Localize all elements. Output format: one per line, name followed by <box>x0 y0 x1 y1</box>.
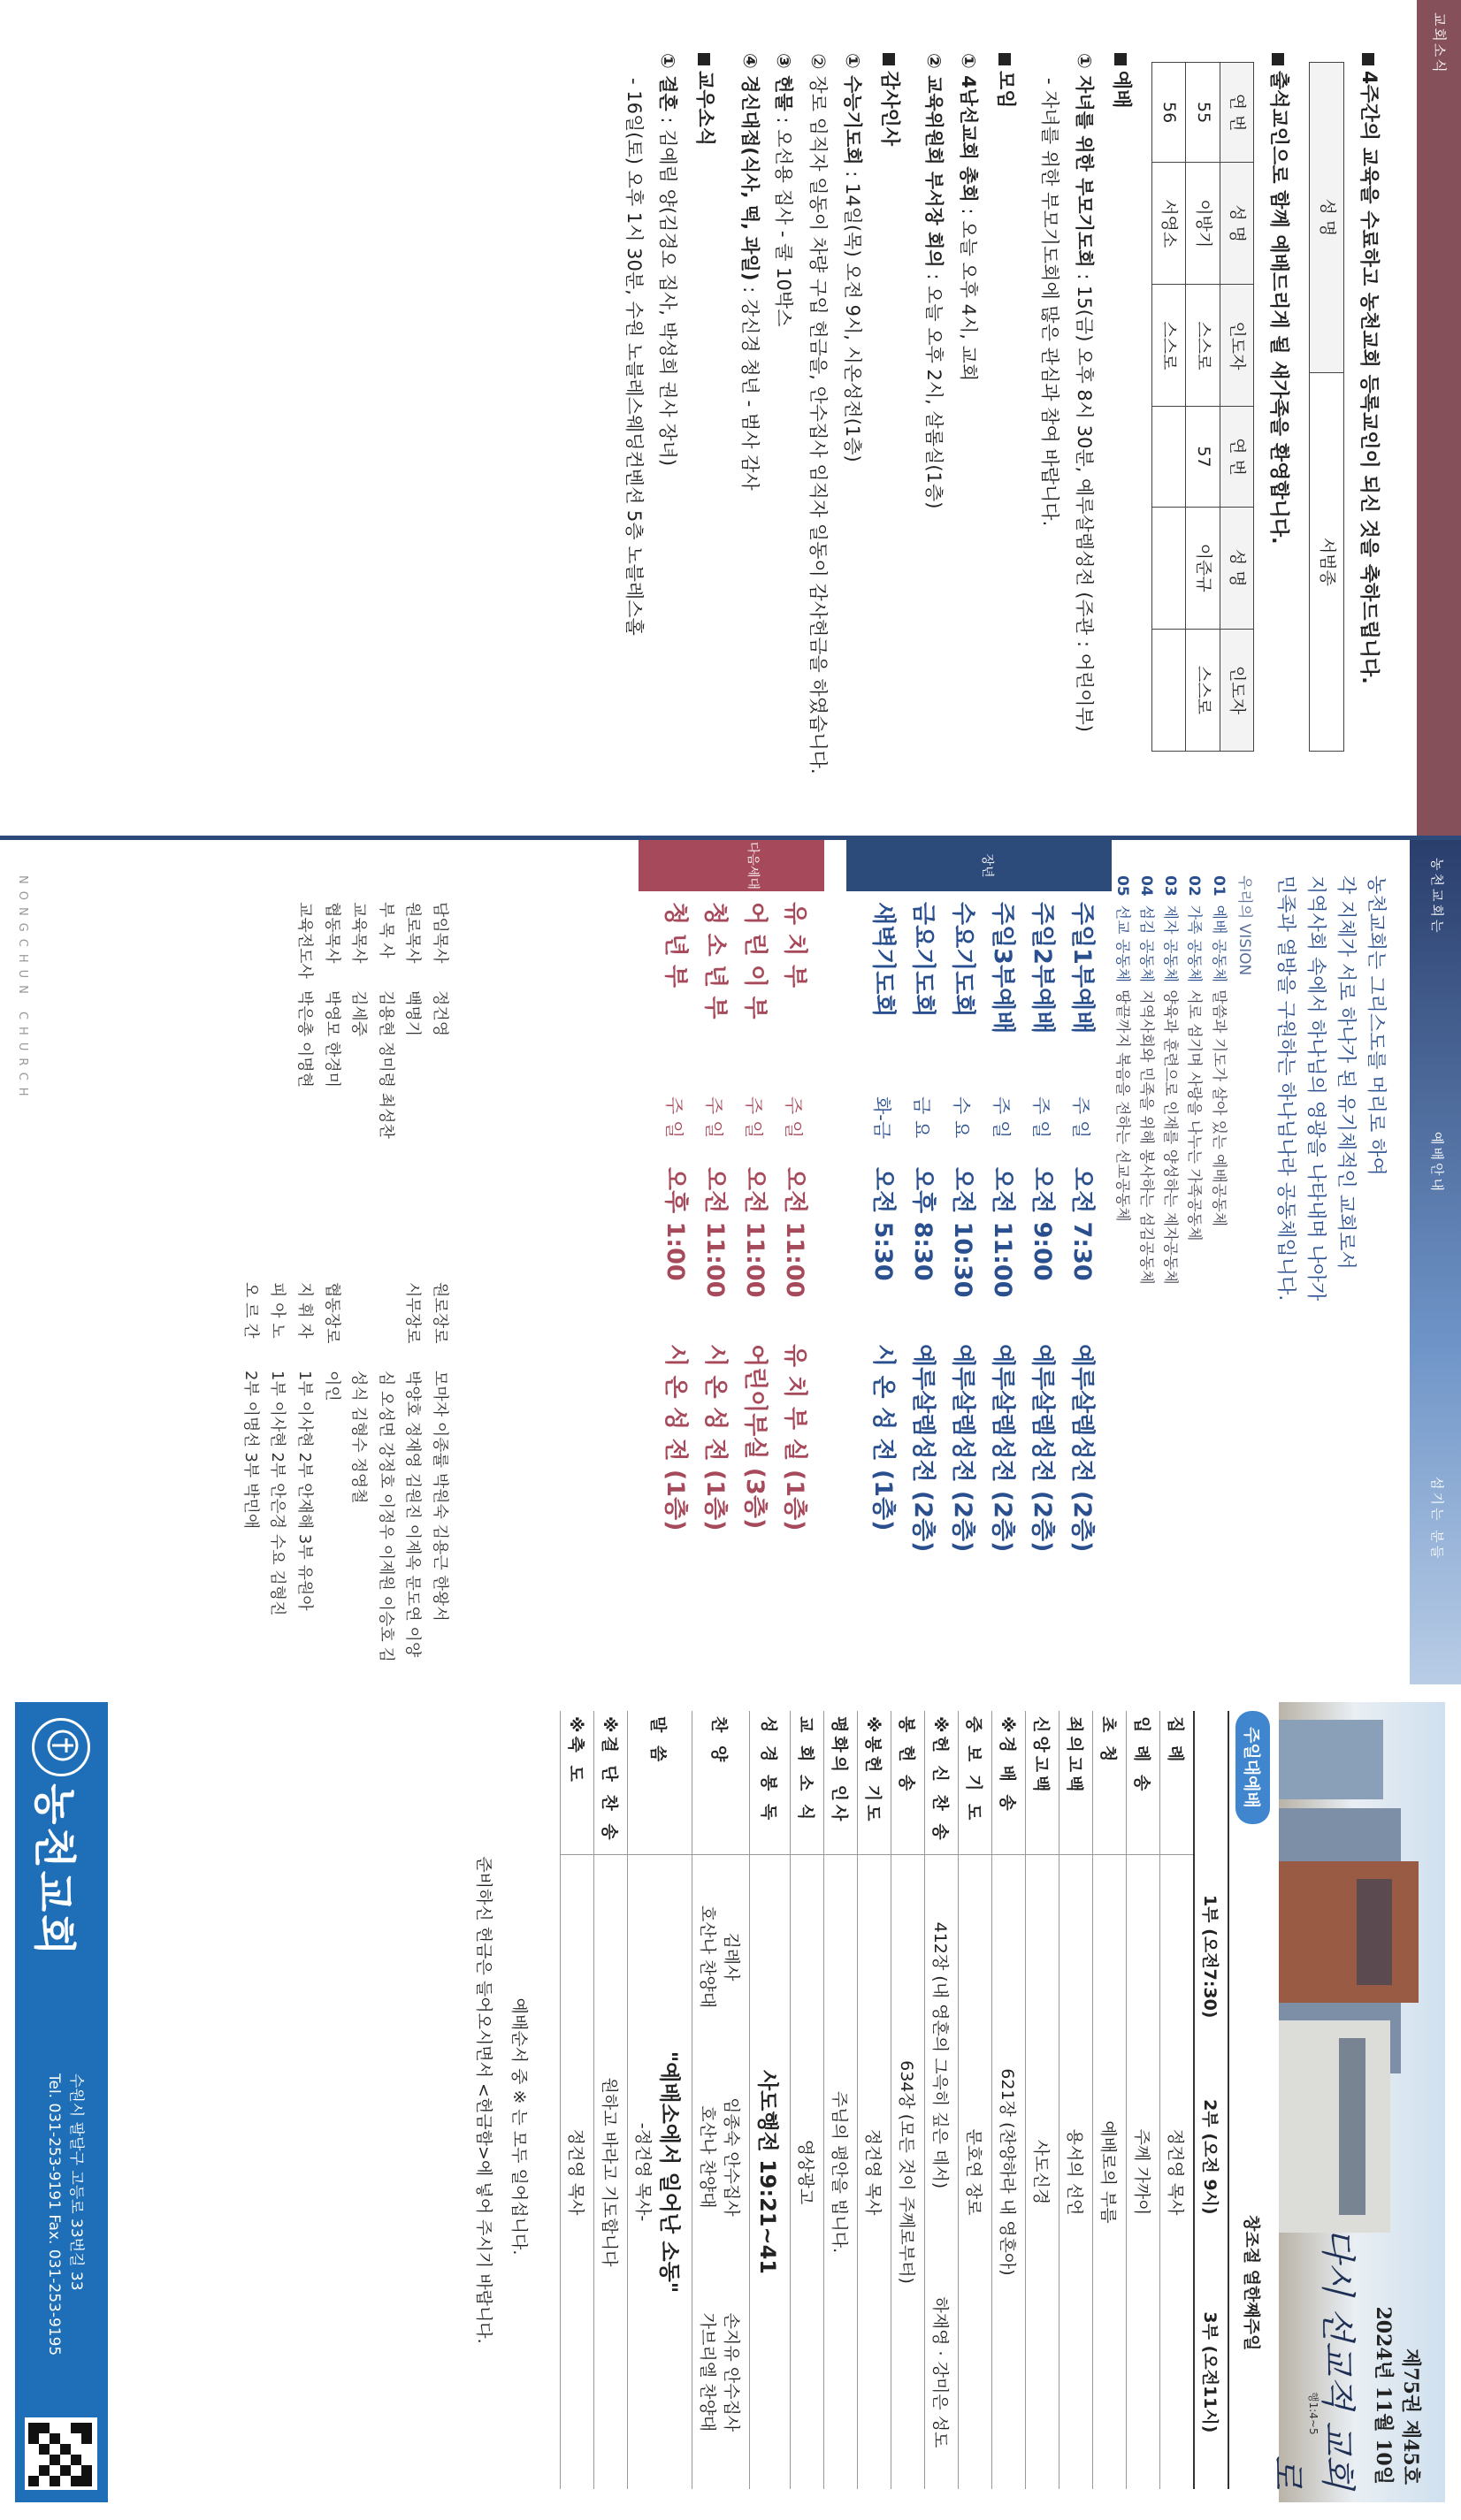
order-label: 죄의고백 <box>1059 1711 1093 1855</box>
schedule-row <box>700 902 735 1662</box>
staff-row <box>290 1282 317 1662</box>
service-place: 어린이부실 (3층) <box>741 1344 769 1530</box>
service-place: 예루살렘성전 (2층) <box>1029 1344 1056 1553</box>
order-label: 말 씀 <box>628 1711 692 1855</box>
staff-row <box>425 902 453 1282</box>
news-tab-bar <box>1417 0 1461 840</box>
vision-lead-line: 각 지체가 서로 하나가 된 유기체적인 교회로서 <box>1334 875 1357 1270</box>
service-place: 시 온 성 전 (1층) <box>662 1344 689 1531</box>
staff-role: 부 목 사 <box>376 902 395 958</box>
order-row <box>692 1711 750 2489</box>
staff-role: 협동목사 <box>322 902 341 964</box>
staff-row <box>425 1282 453 1662</box>
vision-text: 양육과 훈련으로 인재를 양성하는 제자공동체 <box>1161 989 1180 1285</box>
service-place: 예루살렘성전 (2층) <box>909 1344 937 1553</box>
qr-module <box>50 2455 60 2465</box>
sermon-value <box>628 1855 692 2490</box>
schedule-row <box>948 902 983 1662</box>
meeting-heading: 모임 <box>990 53 1020 813</box>
staff-row <box>371 902 399 1282</box>
service-day: 주 일 <box>783 1096 804 1139</box>
order-value: 문호연 장로 <box>959 1855 992 2490</box>
service-place: 예루살렘성전 (2층) <box>949 1344 976 1553</box>
table-cell <box>1152 407 1186 507</box>
vision-number: 04 <box>1137 875 1156 897</box>
service-day: 주 일 <box>743 1096 764 1139</box>
window-shape <box>1339 2038 1365 2215</box>
staff-role: 원로장로 <box>431 1282 449 1344</box>
order-label: 성 경 봉 독 <box>750 1711 791 1855</box>
order-label: 입 례 송 <box>1127 1711 1160 1855</box>
church-english-name: NONGCHUN CHURCH <box>16 875 29 1103</box>
service-time: 오전 11:00 <box>741 1167 769 1298</box>
square-bullet-icon <box>1114 53 1127 65</box>
order-label: 교 회 소 식 <box>791 1711 824 1855</box>
staff-row <box>345 1282 426 1662</box>
news-tab-label: 교회소식 <box>1431 12 1448 74</box>
service-name: 주일3부예배 <box>989 902 1016 1035</box>
service-place: 예루살렘성전 (2층) <box>1068 1344 1096 1553</box>
service-name: 주일1부예배 <box>1068 902 1096 1035</box>
qr-module <box>28 2476 39 2486</box>
order-value: 정건영 목사 <box>1160 1855 1195 2490</box>
square-bullet-icon <box>998 53 1011 65</box>
scripture-value <box>750 1855 791 2490</box>
service-name: 청 소 년 부 <box>701 902 729 1019</box>
service-time: 오전 5:30 <box>869 1167 897 1281</box>
service-day: 주 일 <box>1070 1096 1091 1139</box>
church-footer <box>15 1702 108 2502</box>
newcomer-table <box>1151 62 1254 752</box>
table-header-cell: 인도자 <box>1220 629 1253 751</box>
service-time: 오후 8:30 <box>909 1167 937 1281</box>
service-day: 주 일 <box>703 1096 724 1139</box>
qr-module <box>39 2444 50 2455</box>
vision-lead-line: 민족과 열방을 구원하는 하나님나라 공동체입니다. <box>1274 875 1297 1302</box>
service-name: 새벽기도회 <box>869 902 897 1018</box>
order-label: ※헌 신 찬 송 <box>925 1711 959 1855</box>
qr-module <box>60 2465 71 2476</box>
choir-cell <box>692 2058 750 2256</box>
choir-line: 임종숙 안수집사 <box>722 2097 741 2217</box>
order-value: 634장 (모든 것이 주께로부터) <box>891 1855 925 2490</box>
strip-label-2: 예배안내 <box>1429 1132 1445 1194</box>
table-header-cell: 연 번 <box>1220 63 1253 163</box>
order-value: 하재영 · 강미은 성도 <box>925 2256 959 2489</box>
staff-right <box>236 1282 453 1662</box>
vision-number: 01 <box>1209 875 1228 897</box>
qr-module <box>39 2423 50 2433</box>
vision-number: 03 <box>1161 875 1180 897</box>
vision-number: 02 <box>1185 875 1204 897</box>
choir-line: 호산나 찬양대 <box>698 2105 717 2209</box>
service-day: 화-금 <box>871 1096 892 1140</box>
staff-role: 교육목사 <box>349 902 369 964</box>
table-cell: 이준규 <box>1186 507 1220 629</box>
staff-names: 박양호 정재영 김원진 이제옥 문도연 이양심 오성면 강정호 이정우 이제원 이승호 김성식 김형수 정영철 <box>349 1371 423 1662</box>
staff-role: 교육전도사 <box>295 902 315 979</box>
order-value: 정건영 목사 <box>858 1855 891 2490</box>
qr-module <box>71 2455 81 2465</box>
vision-text: 서로 섬기며 사랑을 나누는 가족공동체 <box>1185 989 1204 1241</box>
service-time: 오전 11:00 <box>989 1167 1016 1298</box>
service-name: 금요기도회 <box>909 902 937 1018</box>
staff-row <box>317 1282 345 1662</box>
staff-names: 박영모 한경미 <box>322 990 341 1088</box>
service-time: 오전 11:00 <box>701 1167 729 1298</box>
table-header-cell: 성 명 <box>1220 507 1253 629</box>
table-cell: 스스로 <box>1152 285 1186 407</box>
issue-info: 제75권 제45호 2024년 11월 10일 <box>1372 2306 1422 2485</box>
vision-item <box>1110 875 1134 1653</box>
vision-name: 예배 공동체 <box>1209 905 1228 983</box>
staff-role: 피 아 노 <box>268 1282 287 1339</box>
standing-note: 예배순서 중 ※ 는 모두 일어섭니다. <box>509 1997 529 2256</box>
members-heading: 교우소식 <box>689 53 719 813</box>
table-row <box>1152 63 1186 752</box>
graduate-name: 서범종 <box>1310 372 1343 751</box>
order-value: 예배로의 부름 <box>1093 1855 1127 2490</box>
vision-name: 제자 공동체 <box>1161 905 1180 983</box>
schedule-row <box>868 902 903 1662</box>
members-item-1-sub: - 16일(토) 오후 1시 30분, 수원 노블레스웨딩컨벤션 5층 노블레스홀 <box>623 78 645 636</box>
qr-module <box>71 2476 81 2486</box>
qr-module <box>81 2433 92 2444</box>
qr-module <box>28 2423 39 2433</box>
choir-line: 손지유 안수집사 <box>722 2312 741 2432</box>
vision-lead-line: 농천교회는 그리스도를 머리로 하여 <box>1365 875 1387 1176</box>
order-label: 집 례 <box>1160 1711 1195 1855</box>
order-label: ※결 단 찬 송 <box>594 1711 628 1855</box>
service-day: 주 일 <box>663 1096 685 1139</box>
meeting-item-1: ① 4남선교회 총회 : 오늘 오후 4시, 교회 <box>957 53 979 382</box>
order-row <box>891 1711 925 2489</box>
order-value: 원하고 바라고 기도합니다 <box>594 1855 628 2490</box>
order-header-cell <box>1194 1711 1228 1855</box>
order-row <box>1059 1711 1093 2489</box>
sermon-preacher: -정건영 목사- <box>633 2122 653 2222</box>
slogan-reference: 행1:4~5 <box>1307 2392 1319 2435</box>
service-day: 주 일 <box>991 1096 1012 1139</box>
order-label: ※경 배 송 <box>992 1711 1026 1855</box>
staff-role: 협동장로 <box>322 1282 341 1344</box>
qr-code-icon[interactable] <box>25 2417 97 2490</box>
vision-lead <box>1270 875 1390 1653</box>
next-gen-schedule <box>655 902 820 1662</box>
qr-module <box>50 2433 60 2444</box>
church-news-panel <box>0 0 1461 840</box>
order-label: ※축 도 <box>561 1711 594 1855</box>
order-row <box>1160 1711 1195 2489</box>
schedule-row <box>780 902 815 1662</box>
vision-item <box>1158 875 1182 1653</box>
vision-section <box>1110 875 1390 1653</box>
choir-line: 김레사 <box>722 1932 741 1982</box>
schedule-row <box>1067 902 1102 1662</box>
order-value: 용서의 선언 <box>1059 1855 1093 2490</box>
table-cell <box>1152 629 1186 751</box>
order-value: 사도신경 <box>1026 1855 1059 2490</box>
table-cell: 이방기 <box>1186 163 1220 285</box>
service-time: 오후 1:00 <box>662 1167 689 1281</box>
vision-text: 말씀과 기도가 살아 있는 예배공동체 <box>1209 989 1228 1227</box>
staff-names: 1부 이사현 2부 안재해 3부 유원아 <box>295 1371 315 1611</box>
staff-names: 박은총 이명현 <box>295 990 315 1088</box>
order-row <box>594 1711 628 2489</box>
staff-row <box>399 902 426 1282</box>
order-value: 정건영 목사 <box>561 1855 594 2490</box>
order-header-cell: 3부 (오전11시) <box>1194 2256 1228 2489</box>
service-name: 유 치 부 <box>781 902 808 989</box>
worship-item-sub: - 자녀를 위한 부모기도회에 많은 관심과 참여 바랍니다. <box>1039 78 1061 527</box>
church-logo-icon <box>32 1718 90 1776</box>
vision-title: 우리의 VISION <box>1235 875 1253 976</box>
table-cell: 스스로 <box>1186 285 1220 407</box>
order-label: 초 청 <box>1093 1711 1127 1855</box>
adult-schedule <box>863 902 1107 1662</box>
square-bullet-icon <box>1362 53 1374 65</box>
staff-section <box>236 902 453 1662</box>
order-row <box>1026 1711 1059 2489</box>
qr-module <box>28 2433 39 2444</box>
thanks-item-4: ④ 경신대접(식사, 떡, 과일) : 강신경 청년 - 범사 감사 <box>738 53 761 491</box>
square-bullet-icon <box>1272 53 1284 65</box>
order-row <box>858 1711 891 2489</box>
table-header-cell: 인도자 <box>1220 285 1253 407</box>
order-row <box>925 1711 959 2489</box>
service-place: 유 치 부 실 (1층) <box>781 1344 808 1531</box>
staff-role: 지 휘 자 <box>295 1282 315 1339</box>
staff-role: 오 르 간 <box>241 1282 260 1339</box>
order-header-cell: 2부 (오전 9시) <box>1194 2058 1228 2256</box>
church-name: 농천교회 <box>29 1783 79 1959</box>
thanks-item-1: ① 수능기도회 : 14일(목) 오전 9시, 시온성전(1층) <box>841 53 863 462</box>
staff-role: 시무장로 <box>403 1282 423 1344</box>
graduate-table <box>1309 62 1343 752</box>
adult-tab: 장년 <box>846 840 1112 891</box>
welcome-line: 출석교인으로 함께 예배드리게 될 새가족을 환영합니다. <box>1263 53 1293 813</box>
news-body <box>610 53 1399 813</box>
service-place: 예루살렘성전 (2층) <box>989 1344 1016 1553</box>
vision-number: 05 <box>1113 875 1131 897</box>
choir-cell <box>692 2256 750 2489</box>
building-photo <box>1279 1861 1419 2003</box>
order-row <box>992 1711 1026 2489</box>
vision-item <box>1205 875 1229 1653</box>
order-row <box>1093 1711 1127 2489</box>
worship-item: ① 자녀를 위한 부모기도회 : 15(금) 오후 8시 30분, 예루살렘성전 (주관 : 어린이부) <box>1073 53 1095 732</box>
table-cell: 57 <box>1186 407 1220 507</box>
order-header-cell: 1부 (오전7:30) <box>1194 1855 1228 2058</box>
staff-row <box>317 902 345 1282</box>
vision-list <box>1110 875 1230 1653</box>
staff-names: 김세중 <box>349 990 369 1037</box>
order-row <box>628 1711 692 2489</box>
schedule-row <box>908 902 943 1662</box>
strip-label-1: 농천교회는 <box>1429 858 1445 935</box>
table-cell: 서영소 <box>1152 163 1186 285</box>
staff-role: 원로목사 <box>403 902 423 964</box>
service-time: 오전 7:30 <box>1068 1167 1096 1281</box>
service-time: 오전 9:00 <box>1029 1167 1056 1281</box>
service-place: 시 온 성 전 (1층) <box>869 1344 897 1531</box>
service-name: 수요기도회 <box>949 902 976 1018</box>
qr-module <box>60 2444 71 2455</box>
square-bullet-icon <box>883 53 895 65</box>
thanks-item-2: ② 장로 임직자 일동이 차량 구입 헌금을, 안수집사 임직자 일동이 감사헌금을 하였습니다. <box>807 53 830 775</box>
order-label: 봉 헌 송 <box>891 1711 925 1855</box>
staff-row <box>236 1282 264 1662</box>
order-row <box>561 1711 594 2489</box>
qr-module <box>71 2423 81 2433</box>
table-cell: 스스로 <box>1186 629 1220 751</box>
table-header-row <box>1220 63 1253 752</box>
staff-role: 담임목사 <box>431 902 449 964</box>
service-place: 시 온 성 전 (1층) <box>701 1344 729 1531</box>
new-members-line: 4주간의 교육을 수료하고 농천교회 등록교인이 되신 것을 축하드립니다. <box>1353 53 1383 813</box>
guide-top-strip <box>1410 840 1461 1684</box>
sermon-title: "예배소에서 일어난 소동" <box>657 2050 682 2294</box>
staff-names: 백명기 <box>403 990 423 1037</box>
members-item-1: ① 결혼 : 김예림 양(김경오 집사, 박성희 권사 장녀) <box>657 53 679 467</box>
offering-note: 준비하신 헌금은 들어오시면서 <헌금함>에 넣어 주시기 바랍니다. <box>474 1856 493 2344</box>
staff-names: 이인 <box>322 1371 341 1401</box>
order-label: 중 보 기 도 <box>959 1711 992 1855</box>
vision-lead-line: 지역사회 속에서 하나님의 영광을 나타내며 나아가 <box>1304 875 1327 1302</box>
order-of-service-table <box>560 1711 1229 2489</box>
window-shape <box>1357 1879 1392 1985</box>
order-row <box>824 1711 858 2489</box>
service-day: 금 요 <box>911 1096 932 1139</box>
order-value: 영상광고 <box>791 1855 824 2490</box>
service-order-panel <box>0 1684 1461 2520</box>
choir-line: 가브리엘 찬양대 <box>698 2312 717 2432</box>
slogan: 다시 선교적 교회로 <box>1266 2227 1358 2489</box>
vision-text: 땅끝까지 복음을 전하는 선교공동체 <box>1113 989 1131 1222</box>
service-name: 청 년 부 <box>662 902 689 989</box>
table-row <box>1186 63 1220 752</box>
qr-module <box>50 2476 60 2486</box>
table-cell: 56 <box>1152 63 1186 163</box>
service-badge: 주일대예배 <box>1235 1711 1270 1824</box>
choir-line: 호산나 찬양대 <box>698 1905 717 2009</box>
worship-guide-panel <box>0 840 1461 1684</box>
service-day: 주 일 <box>1030 1096 1052 1139</box>
order-value: 412장 (내 영혼의 그윽히 깊은 데서) <box>925 1855 959 2256</box>
qr-module <box>81 2423 92 2433</box>
qr-module <box>81 2476 92 2486</box>
service-name: 어 린 이 부 <box>741 902 769 1019</box>
schedule-row <box>740 902 775 1662</box>
thanks-item-3: ③ 헌물 : 오선용 집사 - 쿨 10박스 <box>773 53 795 327</box>
order-row <box>1127 1711 1160 2489</box>
schedule-row <box>1028 902 1062 1662</box>
order-value: 621장 (찬양하라 내 영혼아) <box>992 1855 1026 2490</box>
order-row <box>959 1711 992 2489</box>
vision-name: 선교 공동체 <box>1113 905 1131 983</box>
order-value: 주께 가까이 <box>1127 1855 1160 2490</box>
qr-module <box>81 2465 92 2476</box>
staff-left <box>236 902 453 1282</box>
staff-names: 2부 이명선 3부 박민애 <box>241 1371 260 1530</box>
strip-label-3: 섬기는 분들 <box>1429 1477 1445 1562</box>
order-label: ※봉헌 기도 <box>858 1711 891 1855</box>
service-day: 수 요 <box>951 1096 972 1139</box>
order-value: 주님의 평안을 빕니다. <box>824 1855 858 2490</box>
next-gen-tab: 다음세대 <box>639 840 824 891</box>
choir-cell <box>692 1855 750 2058</box>
table-cell: 55 <box>1186 63 1220 163</box>
service-name: 주일2부예배 <box>1029 902 1056 1035</box>
worship-heading: 예배 <box>1105 53 1136 813</box>
table-header-cell: 성 명 <box>1220 163 1253 285</box>
order-header-row <box>1194 1711 1228 2489</box>
order-label: 신앙고백 <box>1026 1711 1059 1855</box>
graduate-label: 성 명 <box>1310 63 1343 373</box>
order-row <box>750 1711 791 2489</box>
staff-row <box>290 902 317 1282</box>
table-cell <box>1152 507 1186 629</box>
schedule-row <box>988 902 1022 1662</box>
thanks-heading: 감사인사 <box>874 53 904 813</box>
staff-names: 김용현 정미령 최성찬 <box>376 990 395 1139</box>
order-label: 평화의 인사 <box>824 1711 858 1855</box>
vision-name: 섬김 공동체 <box>1137 905 1156 983</box>
church-photo-banner <box>1266 1702 1445 2502</box>
staff-names: 모마자 이종률 박원숙 김용근 한왕서 <box>431 1371 449 1622</box>
service-time: 오전 10:30 <box>949 1167 976 1298</box>
order-label: 찬 양 <box>692 1711 750 1855</box>
vision-item <box>1182 875 1205 1653</box>
vision-name: 가족 공동체 <box>1185 905 1204 983</box>
staff-names: 정건영 <box>431 990 449 1037</box>
staff-row <box>264 1282 291 1662</box>
schedule-row <box>661 902 695 1662</box>
qr-module <box>39 2465 50 2476</box>
square-bullet-icon <box>698 53 710 65</box>
liturgical-event: 창조절 열한째주일 <box>1242 2215 1261 2351</box>
scripture-text: 사도행전 19:21~41 <box>755 2070 780 2274</box>
table-header-cell: 연 번 <box>1220 407 1253 507</box>
staff-names: 1부 이사현 2부 안은경 수요 김형진 <box>268 1371 287 1616</box>
building-photo <box>1279 1720 1383 1799</box>
service-time: 오전 11:00 <box>781 1167 808 1298</box>
vision-item <box>1134 875 1158 1653</box>
staff-row <box>345 902 372 1282</box>
vision-text: 지역사회와 민족을 위해 봉사하는 섬김공동체 <box>1137 989 1156 1285</box>
order-row <box>791 1711 824 2489</box>
meeting-item-2: ② 교육위원회 부서장 회의 : 오늘 오후 2시, 살롬실(1층) <box>923 53 945 509</box>
church-address: 수원시 팔달구 고등로 33번길 33 Tel. 031-253-9191 Fax. 031-253-9195 <box>45 2073 85 2356</box>
